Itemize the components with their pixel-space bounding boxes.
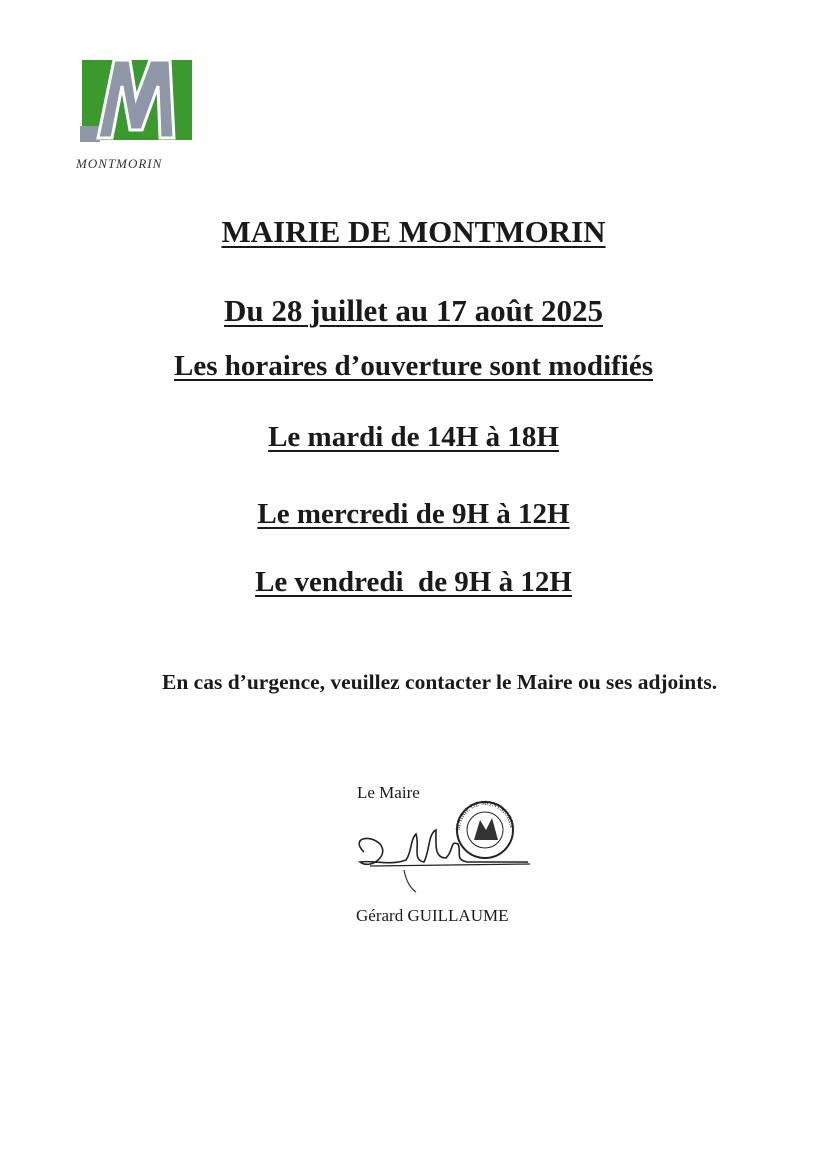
logo-wordmark: MONTMORIN <box>76 156 163 171</box>
official-stamp <box>455 800 515 858</box>
montmorin-logo <box>74 56 194 174</box>
mayor-title: Le Maire <box>357 783 420 802</box>
mayor-name: Gérard GUILLAUME <box>356 906 509 925</box>
hours-tuesday: Le mardi de 14H à 18H <box>268 421 559 453</box>
hours-wednesday: Le mercredi de 9H à 12H <box>257 498 570 530</box>
emergency-text: En cas d’urgence, veuillez contacter le Maire ou ses adjoints. <box>162 670 718 694</box>
stamp-label: MAIRIE DE MONTMORIN <box>454 800 515 831</box>
closure-period: Du 28 juillet au 17 août 2025 <box>224 293 603 328</box>
hours-friday: Le vendredi de 9H à 12H <box>255 566 572 598</box>
hours-notice: Les horaires d’ouverture sont modifiés <box>173 350 653 382</box>
page-title: MAIRIE DE MONTMORIN <box>221 214 606 249</box>
mayor-signature <box>350 800 540 900</box>
svg-text:MAIRIE DE MONTMORIN <box>455 800 515 830</box>
